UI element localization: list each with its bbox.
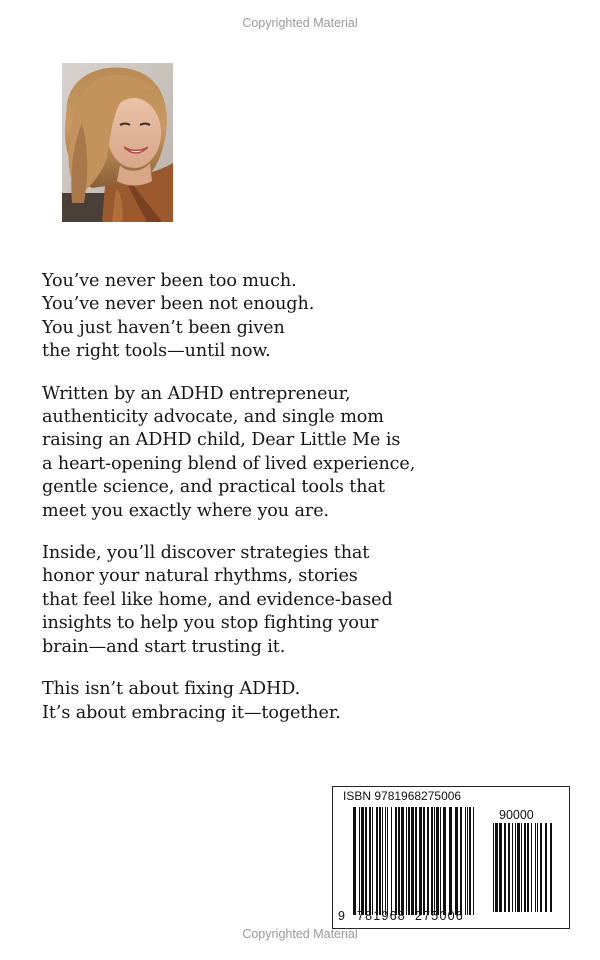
blurb-line: You’ve never been too much. [42,271,297,291]
blurb-line: authenticity advocate, and single mom [42,407,384,428]
blurb-line: Inside, you’ll discover strategies that [42,543,370,564]
blurb-line: You’ve never been not enough. [42,294,315,315]
blurb-line: honor your natural rhythms, stories [42,566,358,587]
ean-left-digits: 781968 [357,909,406,923]
back-cover-blurb [42,270,562,744]
blurb-line: insights to help you stop fighting your [42,613,379,634]
barcode-bars [333,787,569,928]
blurb-line: It’s about embracing it—together. [42,702,341,723]
blurb-line: a heart-opening blend of lived experience, [42,453,416,474]
blurb-paragraph-1 [42,270,562,364]
blurb-line: This isn’t about fixing ADHD. [42,679,301,700]
author-photo [62,63,173,222]
blurb-paragraph-4 [42,678,562,725]
ean-first-digit: 9 [338,909,345,923]
blurb-paragraph-2 [42,383,562,523]
ean-right-digits: 275006 [415,909,464,923]
addon-number: 90000 [499,808,534,822]
blurb-line: raising an ADHD child, Dear Little Me is [42,430,401,451]
blurb-line: You just haven’t been given [42,317,285,338]
blurb-line: Written by an ADHD entrepreneur, [42,383,351,404]
blurb-line: the right tools—until now. [42,341,271,362]
blurb-line: gentle science, and practical tools that [42,477,385,498]
isbn-label: ISBN 9781968275006 [343,789,462,803]
isbn-barcode [332,786,570,929]
blurb-line: that feel like home, and evidence-based [42,589,393,610]
copyright-watermark-bottom: Copyrighted Material [242,927,358,941]
blurb-paragraph-3 [42,542,562,659]
blurb-line: brain—and start trusting it. [42,636,286,657]
copyright-watermark-top: Copyrighted Material [242,16,358,30]
blurb-line: meet you exactly where you are. [42,500,330,521]
